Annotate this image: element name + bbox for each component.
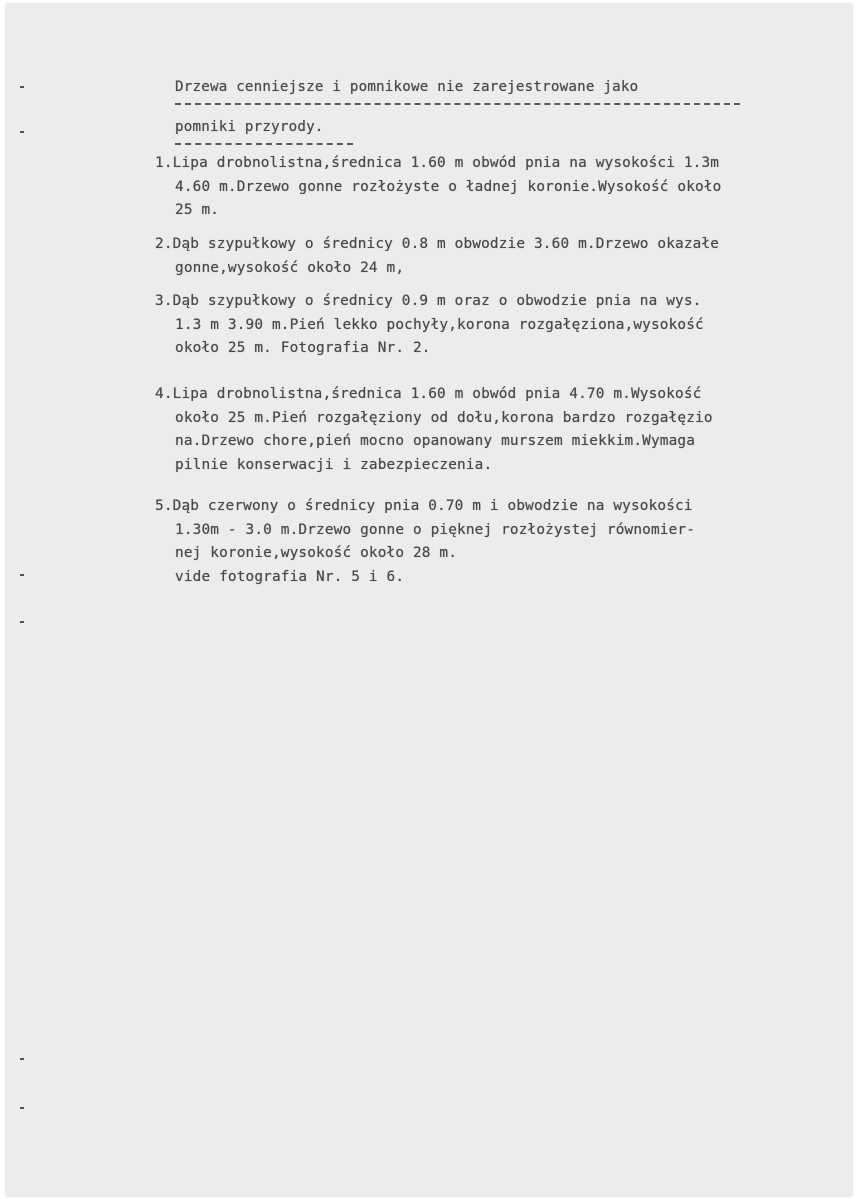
list-item-line: około 25 m.Pień rozgałęziony od dołu,korona bardzo rozgałęzio — [175, 409, 713, 426]
document-title-line-2: pomniki przyrody. — [175, 119, 324, 135]
list-item-line: nej koronie,wysokość około 28 m. — [175, 545, 458, 562]
list-item-line: 5.Dąb czerwony o średnicy pnia 0.70 m i obwodzie na wysokości — [155, 498, 693, 514]
list-item-line: 1.Lipa drobnolistna,średnica 1.60 m obwód pnia na wysokości 1.3m — [155, 155, 720, 171]
list-item-line: 3.Dąb szypułkowy o średnicy 0.9 m oraz o obwodzie pnia na wys. — [155, 293, 702, 309]
margin-mark — [20, 1058, 24, 1060]
document-title-line-1: Drzewa cenniejsze i pomnikowe nie zarejestrowane jako — [175, 79, 639, 95]
list-item-line: 4.Lipa drobnolistna,średnica 1.60 m obwód pnia 4.70 m.Wysokość — [155, 386, 702, 402]
list-item-line: na.Drzewo chore,pień mocno opanowany murszem miekkim.Wymaga — [175, 433, 696, 450]
margin-mark — [20, 131, 24, 133]
list-item-line: około 25 m. Fotografia Nr. 2. — [175, 340, 431, 357]
margin-mark — [20, 621, 24, 623]
list-item — [155, 233, 719, 280]
list-item-line: 1.30m - 3.0 m.Drzewo gonne o pięknej rozłożystej równomier- — [175, 521, 696, 538]
title-underline — [175, 143, 353, 145]
list-item — [155, 152, 721, 223]
list-item-line: 25 m. — [175, 202, 220, 219]
list-item-line: vide fotografia Nr. 5 i 6. — [175, 568, 405, 585]
list-item — [155, 383, 713, 477]
list-item-line: 1.3 m 3.90 m.Pień lekko pochyły,korona rozgałęziona,wysokość — [175, 316, 704, 333]
list-item-line: pilnie konserwacji i zabezpieczenia. — [175, 456, 493, 473]
list-item-line: gonne,wysokość około 24 m, — [175, 259, 405, 276]
margin-mark — [20, 1107, 24, 1109]
margin-mark — [20, 86, 24, 88]
title-underline — [175, 103, 740, 105]
list-item-line: 2.Dąb szypułkowy o średnicy 0.8 m obwodzie 3.60 m.Drzewo okazałe — [155, 236, 720, 252]
list-item — [155, 290, 704, 361]
list-item — [155, 495, 695, 589]
list-item-line: 4.60 m.Drzewo gonne rozłożyste o ładnej koronie.Wysokość około — [175, 178, 722, 195]
margin-mark — [20, 574, 24, 576]
